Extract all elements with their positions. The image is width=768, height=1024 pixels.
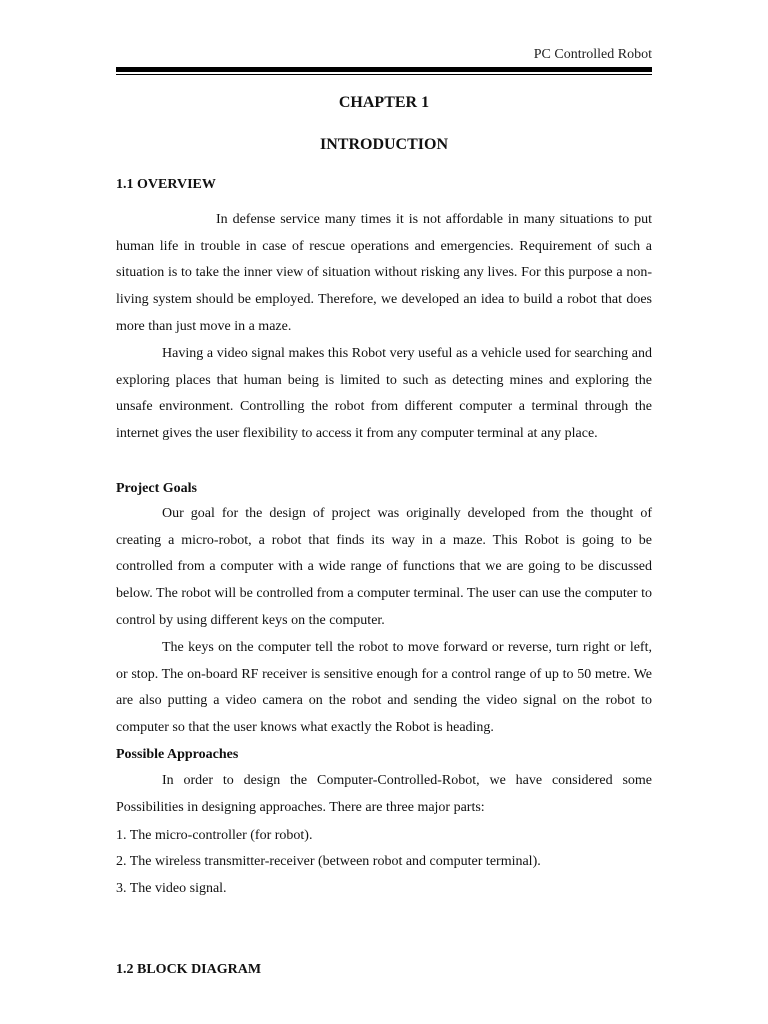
possible-approaches-heading: Possible Approaches: [116, 747, 239, 762]
header-rule: [116, 67, 652, 72]
project-goals-paragraph-1: Our goal for the design of project was originally developed from the thought of creating a micro-robot, a robot that finds its way in a maze. This Robot is going to be controlled from a computer with a wide range of functions that we are going to be discussed below. The robot will be controlled from a computer terminal. The user can use the computer to control by using different keys on the computer.: [116, 506, 652, 628]
block-diagram-heading: 1.2 BLOCK DIAGRAM: [116, 962, 262, 977]
chapter-label: CHAPTER 1: [338, 94, 430, 111]
header-rule-thin: [116, 74, 652, 75]
running-header: PC Controlled Robot: [533, 47, 652, 62]
possible-approaches-paragraph: In order to design the Computer-Controlled-Robot, we have considered some Possibilities in designing approaches. There are three major parts:: [116, 773, 652, 815]
list-item: 2. The wireless transmitter-receiver (between robot and computer terminal).: [116, 854, 541, 869]
overview-paragraph-1: In defense service many times it is not affordable in many situations to put human life in trouble in case of rescue operations and emergencies. Requirement of such a situation is to take the inner view of situation without risking any lives. For this purpose a non-living system should be employed. Therefore, we developed an idea to build a robot that does more than just move in a maze.: [116, 212, 652, 334]
chapter-title: INTRODUCTION: [319, 136, 448, 153]
overview-paragraph-2: Having a video signal makes this Robot very useful as a vehicle used for searching and exploring places that human being is limited to such as detecting mines and exploring the unsafe environment. Controlling the robot from different computer a terminal through the internet gives the user flexibility to access it from any computer terminal at any place.: [116, 346, 652, 442]
project-goals-heading: Project Goals: [116, 481, 197, 496]
list-item: 1. The micro-controller (for robot).: [116, 828, 313, 843]
project-goals-paragraph-2: The keys on the computer tell the robot to move forward or reverse, turn right or left, or stop. The on-board RF receiver is sensitive enough for a control range of up to 50 metre. We are also putting a video camera on the robot and sending the video signal on the robot to computer so that the user knows what exactly the Robot is heading.: [116, 640, 652, 736]
overview-heading: 1.1 OVERVIEW: [116, 177, 216, 192]
list-item: 3. The video signal.: [116, 881, 227, 896]
